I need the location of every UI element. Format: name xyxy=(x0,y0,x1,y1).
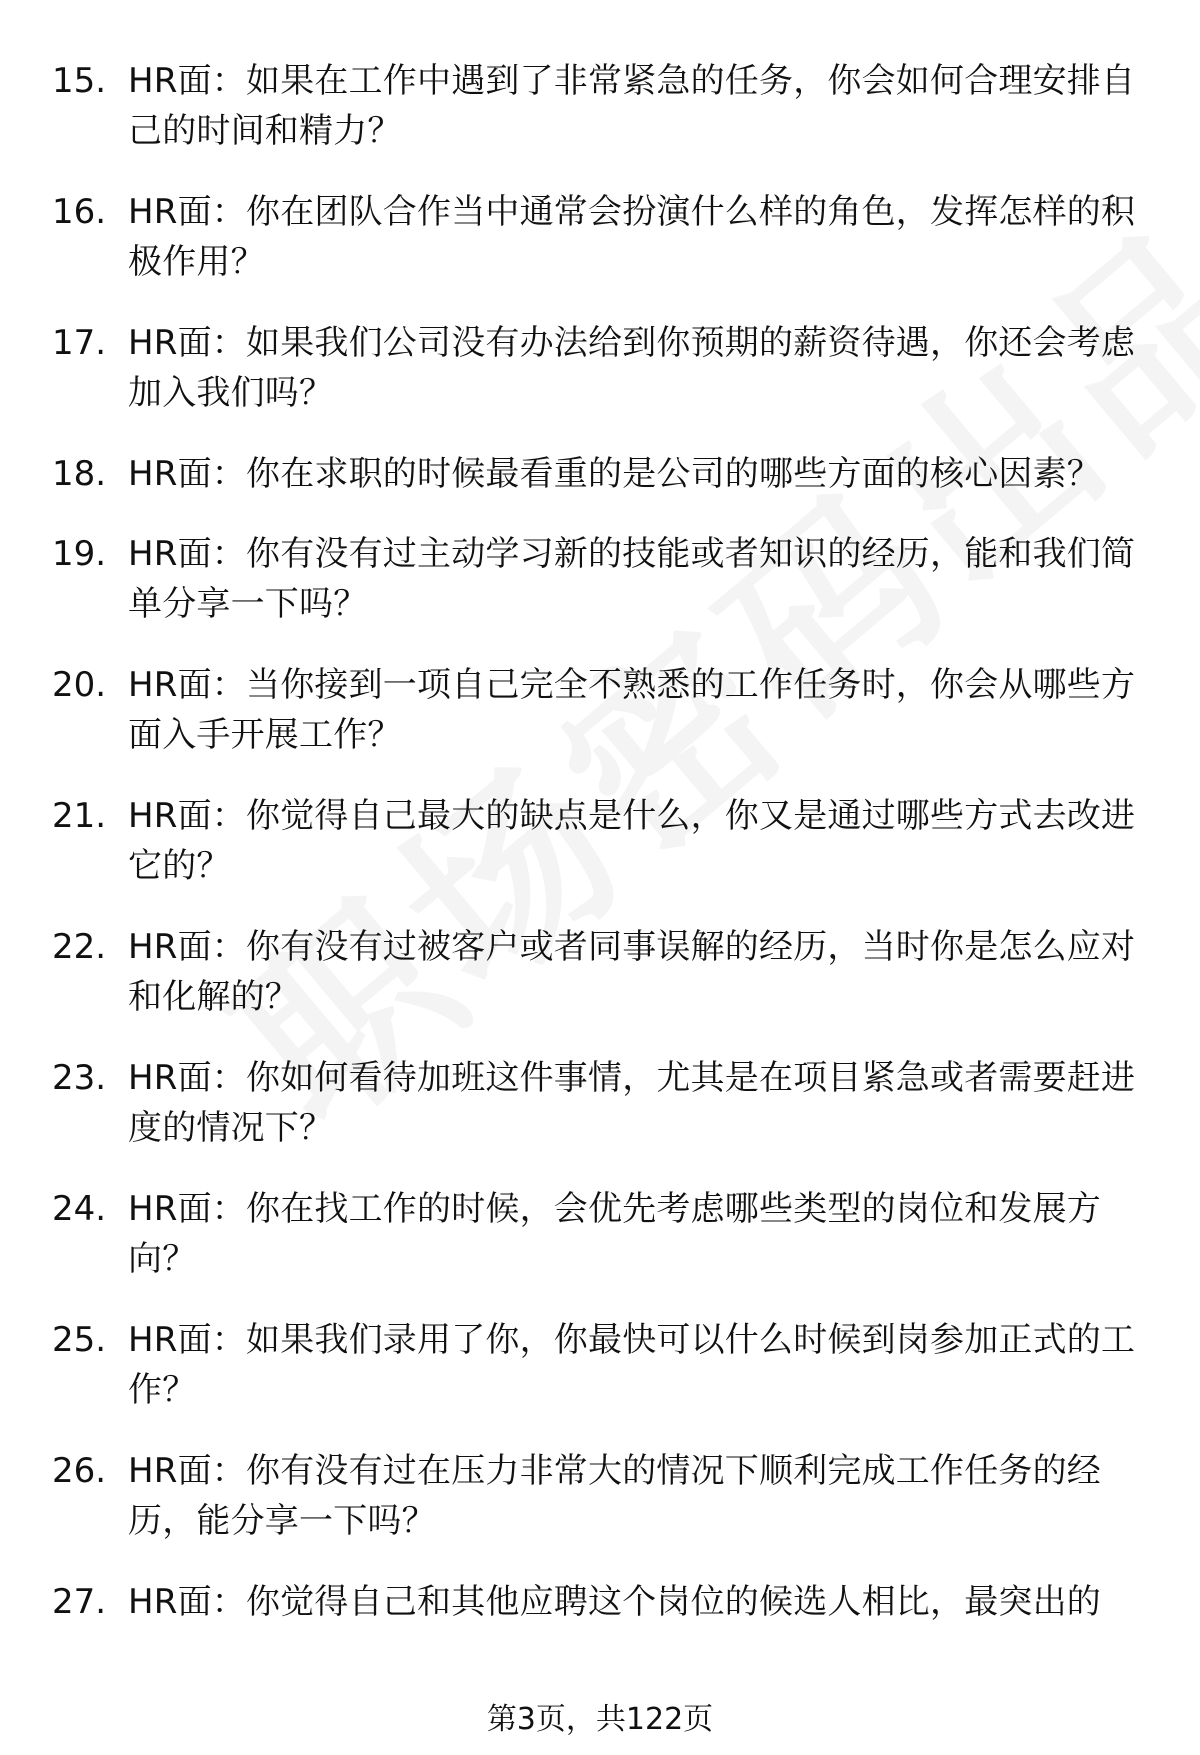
list-item xyxy=(0,791,1200,922)
list-item xyxy=(0,1184,1200,1315)
list-item xyxy=(0,1053,1200,1184)
question-number: 15. xyxy=(52,61,107,101)
question-list xyxy=(0,56,1200,1637)
list-item xyxy=(0,318,1200,449)
question-text: HR面：你在找工作的时候，会优先考虑哪些类型的岗位和发展方向？ xyxy=(128,1189,1101,1279)
question-text: HR面：你觉得自己最大的缺点是什么，你又是通过哪些方式去改进它的？ xyxy=(128,796,1136,886)
list-item xyxy=(0,660,1200,791)
list-item xyxy=(0,56,1200,187)
question-number: 20. xyxy=(52,665,107,705)
page-number-footer: 第3页，共122页 xyxy=(486,1702,714,1737)
list-item xyxy=(0,1446,1200,1577)
list-item xyxy=(0,1315,1200,1446)
question-number: 18. xyxy=(52,454,107,494)
question-text: HR面：你在求职的时候最看重的是公司的哪些方面的核心因素？ xyxy=(128,454,1101,494)
question-text: HR面：如果我们公司没有办法给到你预期的薪资待遇，你还会考虑加入我们吗？ xyxy=(128,323,1136,413)
list-item xyxy=(0,187,1200,318)
list-item xyxy=(0,449,1200,529)
question-number: 19. xyxy=(52,534,107,574)
question-number: 25. xyxy=(52,1320,107,1360)
question-number: 17. xyxy=(52,323,107,363)
question-number: 16. xyxy=(52,192,107,232)
question-text: HR面：你有没有过在压力非常大的情况下顺利完成工作任务的经历，能分享一下吗？ xyxy=(128,1451,1101,1541)
question-number: 26. xyxy=(52,1451,107,1491)
question-number: 24. xyxy=(52,1189,107,1229)
question-text: HR面：你有没有过被客户或者同事误解的经历，当时你是怎么应对和化解的？ xyxy=(128,927,1136,1017)
question-text: HR面：你觉得自己和其他应聘这个岗位的候选人相比，最突出的 xyxy=(128,1582,1101,1622)
question-text: HR面：当你接到一项自己完全不熟悉的工作任务时，你会从哪些方面入手开展工作？ xyxy=(128,665,1136,755)
question-text: HR面：如果在工作中遇到了非常紧急的任务，你会如何合理安排自己的时间和精力？ xyxy=(128,61,1136,151)
question-number: 22. xyxy=(52,927,107,967)
question-text: HR面：你如何看待加班这件事情，尤其是在项目紧急或者需要赶进度的情况下？ xyxy=(128,1058,1136,1148)
list-item xyxy=(0,1577,1200,1637)
list-item xyxy=(0,922,1200,1053)
question-text: HR面：如果我们录用了你，你最快可以什么时候到岗参加正式的工作？ xyxy=(128,1320,1136,1410)
question-number: 27. xyxy=(52,1582,107,1622)
question-text: HR面：你在团队合作当中通常会扮演什么样的角色，发挥怎样的积极作用？ xyxy=(128,192,1136,282)
list-item xyxy=(0,529,1200,660)
question-number: 23. xyxy=(52,1058,107,1098)
question-text: HR面：你有没有过主动学习新的技能或者知识的经历，能和我们简单分享一下吗？ xyxy=(128,534,1136,624)
question-number: 21. xyxy=(52,796,107,836)
